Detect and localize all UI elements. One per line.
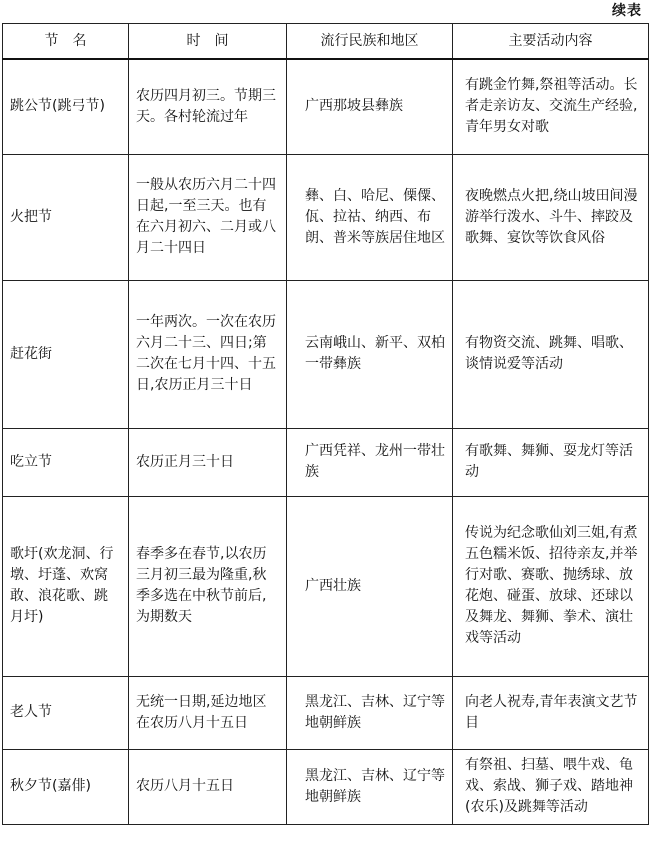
table-row	[3, 59, 649, 154]
festival-name: 赶花街	[3, 280, 129, 428]
festival-name: 吃立节	[3, 428, 129, 496]
table-header-row	[3, 24, 649, 60]
festival-time: 无统一日期,延边地区在农历八月十五日	[129, 676, 287, 749]
festival-name: 老人节	[3, 676, 129, 749]
festival-time: 农历八月十五日	[129, 749, 287, 824]
festival-table	[2, 23, 649, 825]
festival-region: 广西那坡县彝族	[287, 59, 453, 154]
table-row	[3, 154, 649, 280]
festival-region: 彝、白、哈尼、傈僳、佤、拉祜、纳西、布朗、普米等族居住地区	[287, 154, 453, 280]
table-row	[3, 676, 649, 749]
festival-activities: 夜晚燃点火把,绕山坡田间漫游举行泼水、斗牛、摔跤及歌舞、宴饮等饮食风俗	[453, 154, 649, 280]
header-region: 流行民族和地区	[287, 24, 453, 60]
table-row	[3, 428, 649, 496]
festival-time: 农历正月三十日	[129, 428, 287, 496]
festival-time: 一年两次。一次在农历六月二十三、四日;第二次在七月十四、十五日,农历正月三十日	[129, 280, 287, 428]
festival-region: 黑龙江、吉林、辽宁等地朝鲜族	[287, 749, 453, 824]
festival-name: 火把节	[3, 154, 129, 280]
header-activities: 主要活动内容	[453, 24, 649, 60]
festival-activities: 有祭祖、扫墓、喂牛戏、龟戏、索战、狮子戏、踏地神(农乐)及跳舞等活动	[453, 749, 649, 824]
festival-activities: 传说为纪念歌仙刘三姐,有煮五色糯米饭、招待亲友,并举行对歌、赛歌、抛绣球、放花炮、碰蛋、放球、还球以及舞龙、舞狮、拳术、演壮戏等活动	[453, 496, 649, 676]
table-continued-caption: 续表	[612, 3, 642, 19]
festival-activities: 有跳金竹舞,祭祖等活动。长者走亲访友、交流生产经验,青年男女对歌	[453, 59, 649, 154]
header-time: 时 间	[129, 24, 287, 60]
festival-region: 黑龙江、吉林、辽宁等地朝鲜族	[287, 676, 453, 749]
festival-name: 歌圩(欢龙洞、行墩、圩蓬、欢窝敢、浪花歌、跳月圩)	[3, 496, 129, 676]
festival-region: 云南峨山、新平、双柏一带彝族	[287, 280, 453, 428]
festival-activities: 有歌舞、舞狮、耍龙灯等活动	[453, 428, 649, 496]
festival-activities: 有物资交流、跳舞、唱歌、谈情说爱等活动	[453, 280, 649, 428]
festival-activities: 向老人祝寿,青年表演文艺节目	[453, 676, 649, 749]
festival-region: 广西凭祥、龙州一带壮族	[287, 428, 453, 496]
table-row	[3, 749, 649, 824]
festival-time: 春季多在春节,以农历三月初三最为隆重,秋季多选在中秋节前后,为期数天	[129, 496, 287, 676]
festival-time: 农历四月初三。节期三天。各村轮流过年	[129, 59, 287, 154]
festival-time: 一般从农历六月二十四日起,一至三天。也有在六月初六、二月或八月二十四日	[129, 154, 287, 280]
table-row	[3, 280, 649, 428]
festival-name: 秋夕节(嘉俳)	[3, 749, 129, 824]
table-row	[3, 496, 649, 676]
festival-region: 广西壮族	[287, 496, 453, 676]
festival-name: 跳公节(跳弓节)	[3, 59, 129, 154]
header-name: 节 名	[3, 24, 129, 60]
